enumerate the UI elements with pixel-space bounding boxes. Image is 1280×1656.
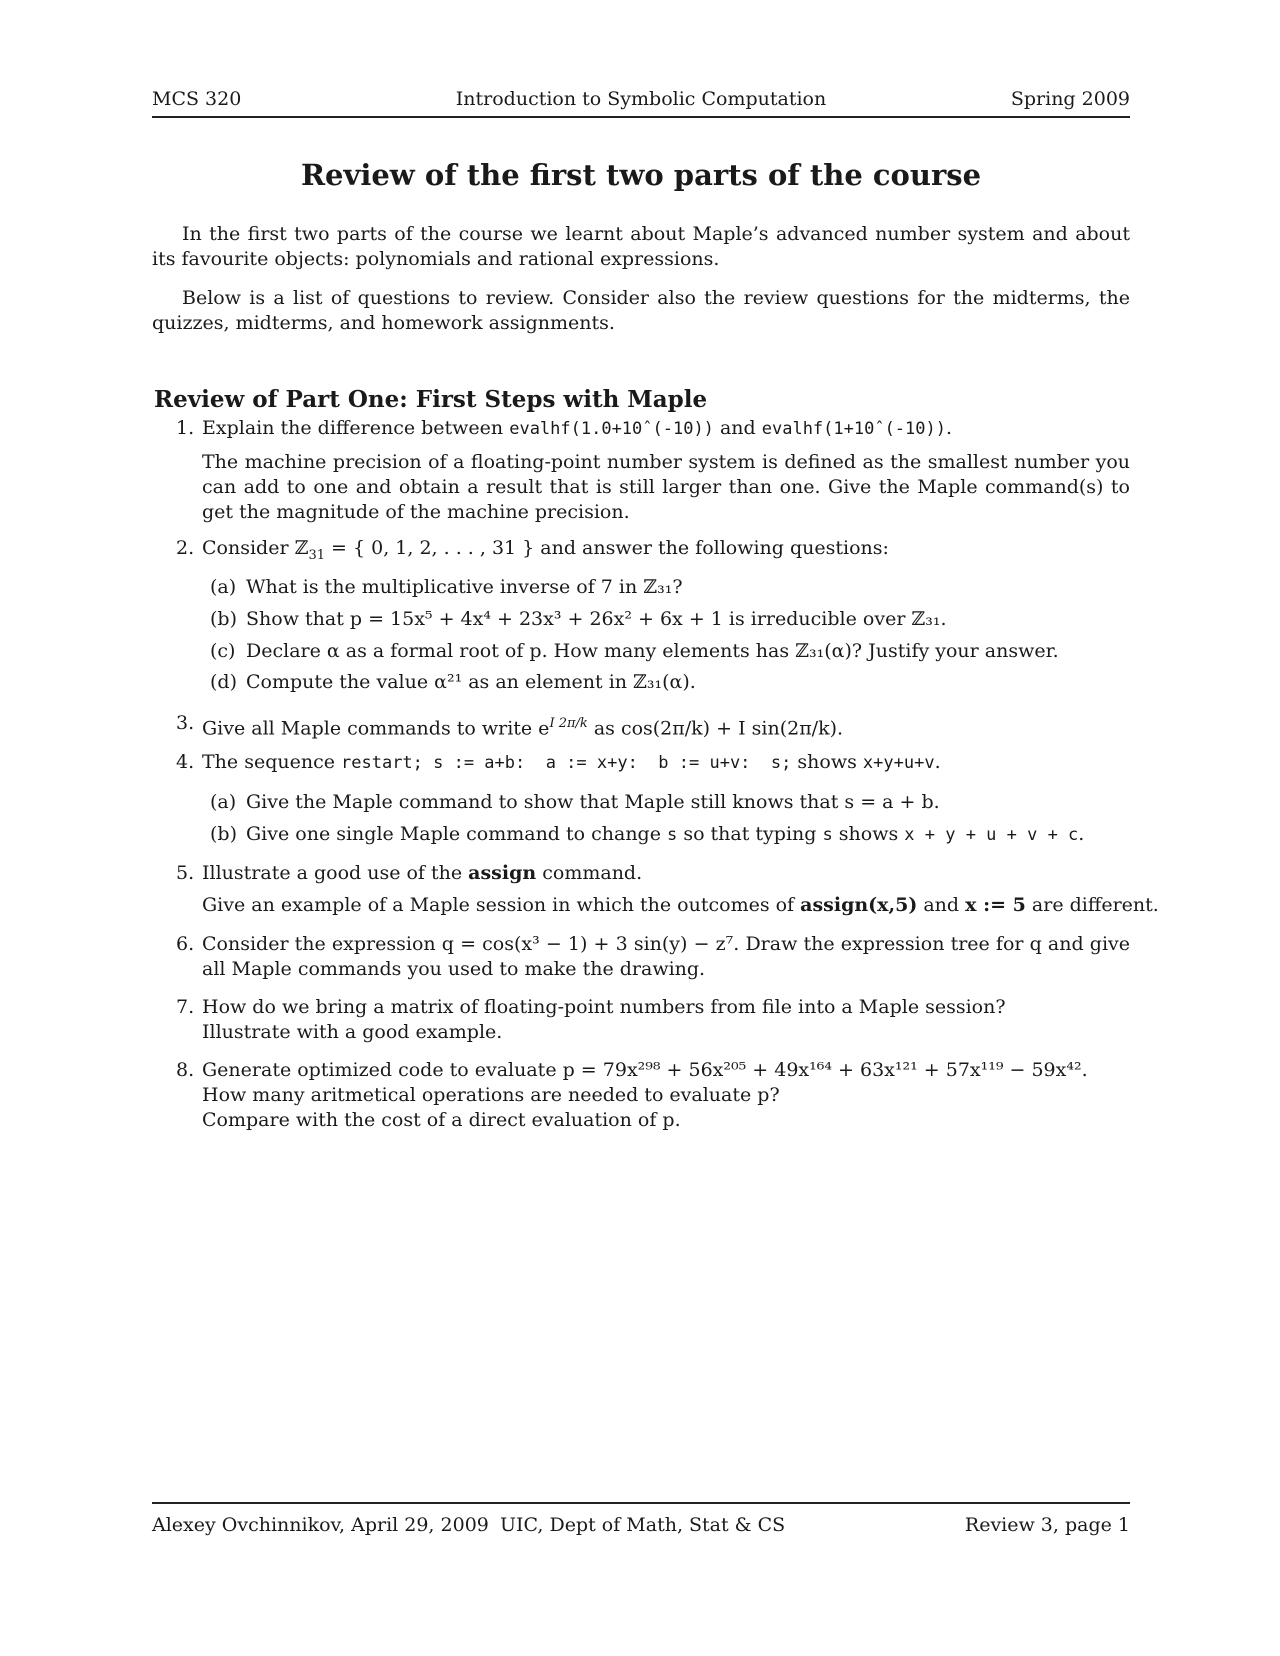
q5-text-e: are different. [1031,894,1159,916]
part-text: Compute the value α²¹ as an element in ℤ₃₁(α). [246,671,696,693]
question-number: 3. [176,712,195,734]
q5-bold-3: x := 5 [965,894,1026,916]
q8-line-3: Compare with the cost of a direct evaluation of p. [202,1109,681,1131]
q5-text-a: Illustrate a good use of the [202,862,463,884]
q7-line-1: How do we bring a matrix of floating-point numbers from file into a Maple session? [202,996,1006,1018]
q6-text: Consider the expression q = cos(x³ − 1) + 3 sin(y) − z⁷. Draw the expression tree for q and give all Maple commands you used to make the drawing. [202,933,1130,980]
q1-text-c: . [945,417,953,439]
q4-code: restart; s := a+b: a := x+y: b := u+v: s; [341,753,792,773]
q8-line-2: How many aritmetical operations are needed to evaluate p? [202,1084,780,1106]
q5-bold-2: assign(x,5) [800,894,918,916]
q7-line-2: Illustrate with a good example. [202,1021,503,1043]
page-title: Review of the first two parts of the course [300,158,982,192]
q2-part-c [210,639,1059,664]
q2-subscript: 31 [308,547,325,563]
q8-line-1: Generate optimized code to evaluate p = 79x²⁹⁸ + 56x²⁰⁵ + 49x¹⁶⁴ + 63x¹²¹ + 57x¹¹⁹ − 59x⁴². [202,1059,1088,1081]
page-header [152,88,1130,118]
q3-text-a: Give all Maple commands to write e [202,717,550,740]
q1-code-1: evalhf(1.0+10ˆ(-10)) [509,419,714,439]
q4-part-a [210,790,940,815]
intro-paragraph-2: Below is a list of questions to review. Consider also the review questions for the midterms, the quizzes, midterms, and homework assignments. [152,287,1130,334]
part-label: (b) [210,823,237,845]
part-code-1: s [667,825,678,845]
part-code-2: s [822,825,833,845]
part-label: (a) [210,576,237,598]
document-page [152,0,1159,1656]
question-number: 4. [176,751,195,773]
q2-part-b [210,607,947,632]
q5-text-b: command. [542,862,643,884]
question-number: 7. [176,996,195,1018]
part-text: Declare α as a formal root of p. How many elements has ℤ₃₁(α)? Justify your answer. [246,640,1059,662]
intro-paragraph-1: In the first two parts of the course we learnt about Maple’s advanced number system and about its favourite objects: polynomials and rational expressions. [152,223,1130,270]
page-footer [152,1502,1130,1538]
q1-paragraph-2: The machine precision of a floating-point number system is defined as the smallest number you can add to one and obtain a result that is still larger than one. Give the Maple command(s) to get the magnitude of the machine precision. [202,451,1130,523]
q1-code-2: evalhf(1+10ˆ(-10)) [761,419,946,439]
q5-text-c: Give an example of a Maple session in which the outcomes of [202,894,795,916]
footer-author: Alexey Ovchinnikov, April 29, 2009 [152,1514,489,1536]
part-label: (d) [210,671,237,693]
footer-page-number: Review 3, page 1 [964,1514,1130,1536]
question-number: 6. [176,933,195,955]
header-term: Spring 2009 [1010,88,1130,110]
part-code-3: x + y + u + v + c [904,825,1079,845]
q1-text-a: Explain the difference between [202,417,504,439]
part-text-a: Give one single Maple command to change [246,823,661,845]
q2-text-b: = { 0, 1, 2, . . . , 31 } and answer the following questions: [325,537,889,559]
q1-text-b: and [719,417,756,439]
part-label: (b) [210,608,237,630]
q4-text-c: . [934,751,941,773]
part-text: Give the Maple command to show that Maple still knows that s = a + b. [246,791,940,813]
part-label: (c) [210,640,236,662]
part-text-c: shows [838,823,899,845]
section-heading: Review of Part One: First Steps with Maple [154,386,708,413]
q5-bold-1: assign [468,862,537,884]
part-label: (a) [210,791,237,813]
question-number: 8. [176,1059,195,1081]
q5-text-d: and [923,894,960,916]
q4-text-a: The sequence [202,751,335,773]
part-text: Show that p = 15x⁵ + 4x⁴ + 23x³ + 26x² + 6x + 1 is irreducible over ℤ₃₁. [246,608,947,630]
question-number: 1. [176,417,195,439]
question-number: 2. [176,537,195,559]
part-text-d: . [1078,823,1085,845]
question-number: 5. [176,862,195,884]
q4-text-b: shows [797,751,857,773]
part-text-b: so that typing [683,823,817,845]
q3-exponent: I 2π/k [549,716,588,731]
header-course: MCS 320 [152,88,242,110]
q2-part-a [210,575,683,600]
q4-part-b [210,822,1084,848]
part-text: What is the multiplicative inverse of 7 in ℤ₃₁? [246,576,683,598]
q4-code-2: x+y+u+v [862,753,935,773]
header-course-title: Introduction to Symbolic Computation [455,88,827,110]
q2-text-a: Consider ℤ [202,537,309,559]
q2-part-d [210,670,696,695]
footer-department: UIC, Dept of Math, Stat & CS [500,1514,786,1536]
q3-text-b: as cos(2π/k) + I sin(2π/k). [587,717,844,740]
